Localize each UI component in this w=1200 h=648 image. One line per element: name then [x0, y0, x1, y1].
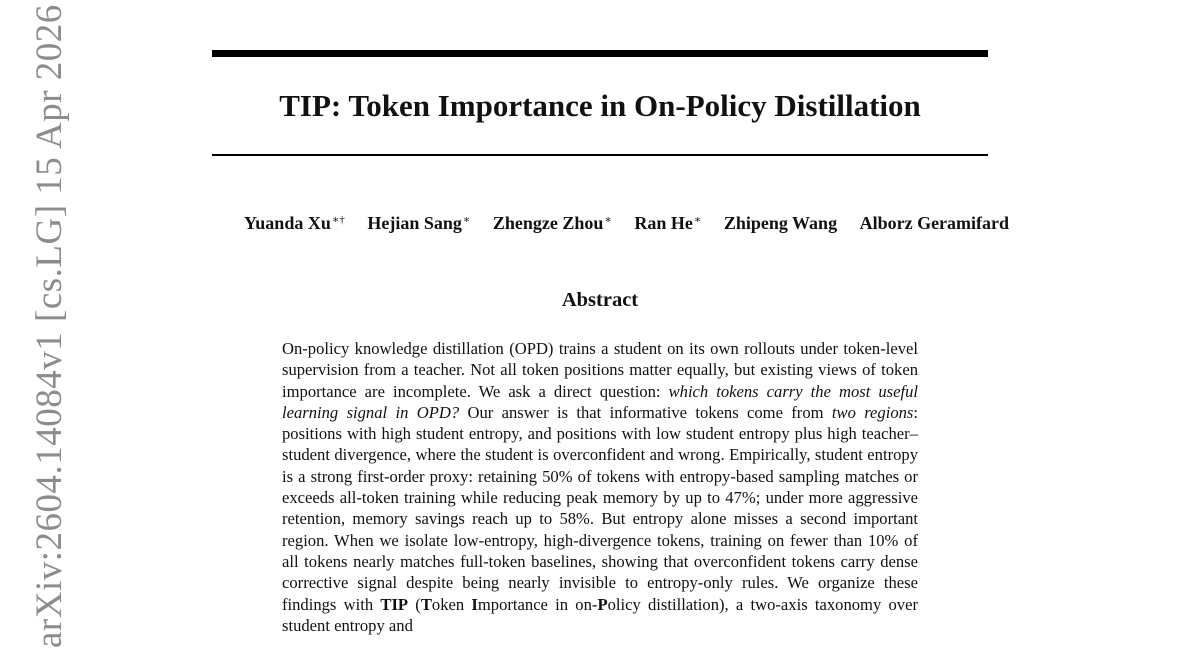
abstract-question: which tokens carry the most useful learning signal in OPD? [282, 381, 918, 422]
author-6 [860, 213, 1009, 233]
abstract-emphasis: two regions [831, 402, 914, 422]
abstract-sentence: : positions with high student entropy, and positions with low student entropy plus high teacher–student divergence, where the student is overconfident and wrong. Empirically, student entropy is a strong first-order proxy: retaining 50% of tokens with entropy-based sampling matches or exceeds all-token training while reducing peak memory by up to 47%; under more aggressive retention, memory savings reach up to 58%. But entropy alone misses a second important region. When we isolate low-entropy, high-divergence tokens, training on fewer than 10% of all tokens nearly matches full-token baselines, showing that overconfident tokens carry dense corrective signal despite being nearly invisible to entropy-only rules. We organize these findings with [282, 402, 918, 614]
acronym-letter: T [420, 594, 432, 614]
author-name: Alborz Geramifard [859, 213, 1010, 233]
acronym-letter: I [471, 594, 478, 614]
author-2 [367, 213, 470, 233]
abstract-fragment: olicy distillation), a two-axis taxonomy over student entropy and [282, 594, 918, 635]
author-name: Zhengze Zhou [492, 213, 604, 233]
author-name: Ran He [634, 213, 693, 233]
abstract-text [282, 338, 918, 636]
author-5 [724, 213, 837, 233]
author-marks: ∗ [462, 214, 471, 226]
abstract-fragment: oken [431, 594, 472, 614]
arxiv-identifier-stamp: arXiv:2604.14084v1 [cs.LG] 15 Apr 2026 [29, 4, 70, 648]
author-4 [634, 213, 701, 233]
abstract-fragment: ( [408, 594, 421, 614]
author-marks: ∗† [331, 214, 345, 226]
title-top-rule [212, 50, 988, 57]
abstract-fragment: mportance in on- [477, 594, 598, 614]
author-name: Yuanda Xu [243, 213, 331, 233]
author-list [150, 208, 1103, 235]
title-bottom-rule [212, 154, 988, 156]
author-1 [244, 213, 345, 233]
abstract-sentence: Our answer is that informative tokens come from [459, 402, 832, 422]
author-3 [493, 213, 612, 233]
abstract-heading: Abstract [561, 289, 639, 311]
author-name: Hejian Sang [367, 213, 462, 233]
author-name: Zhipeng Wang [723, 213, 838, 233]
acronym-letter: P [597, 594, 608, 614]
abstract-sentence: On-policy knowledge distillation (OPD) trains a student on its own rollouts under token-level supervision from a teacher. Not all token positions matter equally, but existing views of token importance are incomplete. We ask a direct question: [282, 339, 918, 401]
author-marks: ∗ [693, 214, 702, 226]
author-marks: ∗ [604, 214, 612, 226]
paper-title: TIP: Token Importance in On-Policy Distillation [279, 88, 921, 123]
abstract-method-name: TIP [380, 594, 409, 614]
